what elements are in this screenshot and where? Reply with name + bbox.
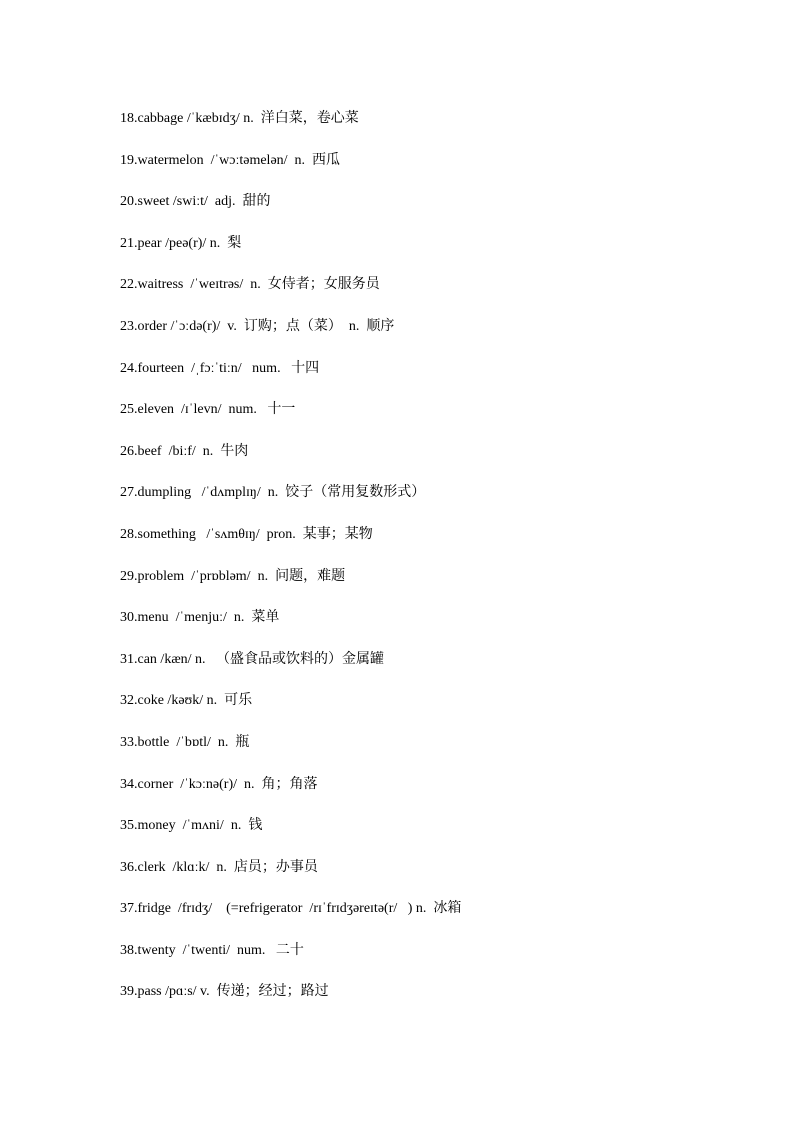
vocab-entry-34: 34.corner /ˈkɔːnə(r)/ n. 角；角落 bbox=[120, 776, 318, 792]
vocab-entry-18: 18.cabbage /ˈkæbɪdʒ/ n. 洋白菜，卷心菜 bbox=[120, 111, 359, 126]
vocab-entry-30: 30.menu /ˈmenjuː/ n. 菜单 bbox=[120, 610, 280, 626]
vocab-entry-28: 28.something /ˈsʌmθɪŋ/ pron. 某事；某物 bbox=[120, 526, 373, 542]
vocab-entry-23: 23.order /ˈɔːdə(r)/ v. 订购；点（菜） n. 顺序 bbox=[120, 318, 395, 334]
vocab-entry-35: 35.money /ˈmʌni/ n. 钱 bbox=[120, 818, 263, 834]
vocab-entry-25: 25.eleven /ɪˈlevn/ num. 十一 bbox=[120, 402, 296, 418]
vocab-entry-22: 22.waitress /ˈweɪtrəs/ n. 女侍者；女服务员 bbox=[120, 277, 380, 293]
vocab-entry-38: 38.twenty /ˈtwenti/ num. 二十 bbox=[120, 942, 304, 958]
vocab-entry-36: 36.clerk /klɑːk/ n. 店员；办事员 bbox=[120, 859, 318, 875]
vocab-entry-29: 29.problem /ˈprɒbləm/ n. 问题，难题 bbox=[120, 568, 346, 584]
vocab-entry-21: 21.pear /peə(r)/ n. 梨 bbox=[120, 235, 242, 251]
vocab-entry-32: 32.coke /kəʊk/ n. 可乐 bbox=[120, 693, 253, 709]
vocab-entry-20: 20.sweet /swiːt/ adj. 甜的 bbox=[120, 194, 271, 210]
vocab-entry-39: 39.pass /pɑːs/ v. 传递；经过；路过 bbox=[120, 984, 329, 1000]
vocab-entry-27: 27.dumpling /ˈdʌmplɪŋ/ n. 饺子（常用复数形式） bbox=[120, 485, 426, 501]
vocab-entry-33: 33.bottle /ˈbɒtl/ n. 瓶 bbox=[120, 734, 250, 750]
vocab-entry-19: 19.watermelon /ˈwɔːtəmelən/ n. 西瓜 bbox=[120, 152, 341, 168]
vocabulary-list bbox=[120, 108, 760, 1023]
vocab-entry-37: 37.fridge /frɪdʒ/ (=refrigerator /rɪˈfrɪdʒəreɪtə(r/ ) n. 冰箱 bbox=[120, 901, 462, 917]
vocab-entry-31: 31.can /kæn/ n. （盛食品或饮料的）金属罐 bbox=[120, 651, 385, 667]
vocab-entry-26: 26.beef /biːf/ n. 牛肉 bbox=[120, 443, 249, 459]
vocab-entry-24: 24.fourteen /ˌfɔːˈtiːn/ num. 十四 bbox=[120, 360, 320, 376]
